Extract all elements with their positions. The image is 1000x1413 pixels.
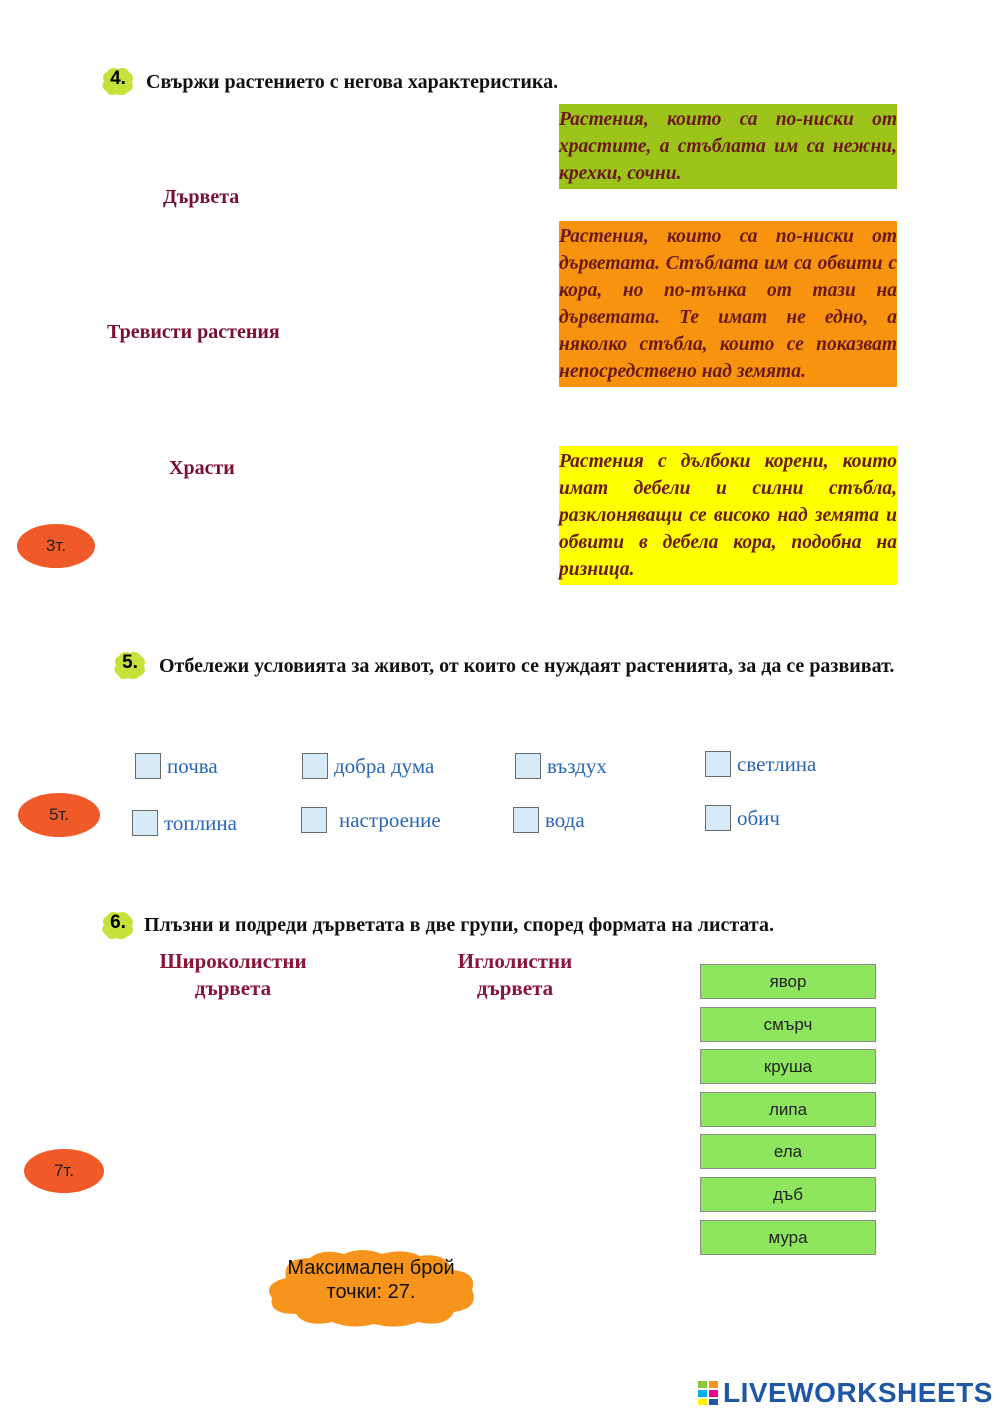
checkbox[interactable] — [302, 753, 328, 779]
checkbox[interactable] — [132, 810, 158, 836]
option-label: почва — [167, 753, 218, 778]
checkbox[interactable] — [135, 753, 161, 779]
option-kind-word[interactable] — [302, 753, 434, 779]
max-points-text: Максимален брой точки: 27. — [287, 1257, 455, 1303]
checkbox[interactable] — [301, 807, 327, 833]
logo-text: LIVEWORKSHEETS — [723, 1377, 993, 1408]
task5-number-badge: 5. — [113, 650, 147, 680]
tile-spruce[interactable]: смърч — [700, 1007, 876, 1042]
option-mood[interactable] — [301, 807, 441, 833]
checkbox[interactable] — [513, 807, 539, 833]
description-shrubs[interactable]: Растения, които са по-ниски от дърветата. Стъблата им са обвити с кора, но по-тънка от тази на дърветата. Те имат не едно, а няколко стъбла, които се показват непосредствено над земята. — [559, 221, 897, 387]
task4-title: Свържи растението с негова характеристика. — [146, 71, 559, 93]
task6-score-badge: 7т. — [24, 1149, 104, 1193]
liveworksheets-logo — [697, 1376, 993, 1410]
option-warmth[interactable] — [132, 810, 237, 836]
task6-title: Плъзни и подреди дърветата в две групи, според формата на листата. — [144, 914, 774, 936]
tile-sycamore[interactable]: явор — [700, 964, 876, 999]
option-label: светлина — [737, 751, 817, 776]
max-points-cloud — [262, 1248, 480, 1328]
task5-title: Отбележи условията за живот, от които се нуждаят растенията, за да се развиват. — [159, 655, 895, 677]
checkbox[interactable] — [515, 753, 541, 779]
tile-pear[interactable]: круша — [700, 1049, 876, 1084]
tile-fir[interactable]: ела — [700, 1134, 876, 1169]
option-label: обич — [737, 805, 780, 830]
checkbox[interactable] — [705, 751, 731, 777]
term-herbaceous[interactable]: Тревисти растения — [107, 321, 280, 343]
tile-pine[interactable]: мура — [700, 1220, 876, 1255]
term-trees[interactable]: Дървета — [163, 186, 240, 208]
description-herbaceous[interactable]: Растения, които са по-ниски от храстите, а стъблата им са нежни, крехки, сочни. — [559, 104, 897, 189]
description-trees[interactable]: Растения с дълбоки корени, които имат дебели и силни стъбла, разклоняващи се високо над земята и обвити в дебела кора, подобна на ризница. — [559, 446, 897, 585]
option-soil[interactable] — [135, 753, 218, 779]
column-broadleaf-heading: Широколистни дървета — [159, 949, 307, 1000]
task4-score-badge: 3т. — [17, 524, 95, 568]
logo-icon — [697, 1380, 719, 1406]
option-label: вода — [545, 807, 585, 832]
task5-score-badge: 5т. — [18, 793, 100, 837]
tile-oak[interactable]: дъб — [700, 1177, 876, 1212]
term-shrubs[interactable]: Храсти — [169, 457, 235, 479]
option-label: добра дума — [334, 753, 435, 778]
option-label: топлина — [164, 810, 237, 835]
option-label: въздух — [547, 753, 607, 778]
option-air[interactable] — [515, 753, 607, 779]
task6-number-badge: 6. — [101, 910, 135, 940]
option-label: настроение — [339, 807, 441, 832]
task4-number-badge: 4. — [101, 66, 135, 96]
option-light[interactable] — [705, 751, 816, 777]
option-love[interactable] — [705, 805, 780, 831]
tile-linden[interactable]: липа — [700, 1092, 876, 1127]
option-water[interactable] — [513, 807, 585, 833]
checkbox[interactable] — [705, 805, 731, 831]
column-coniferous-heading: Иглолистни дървета — [457, 949, 573, 1000]
